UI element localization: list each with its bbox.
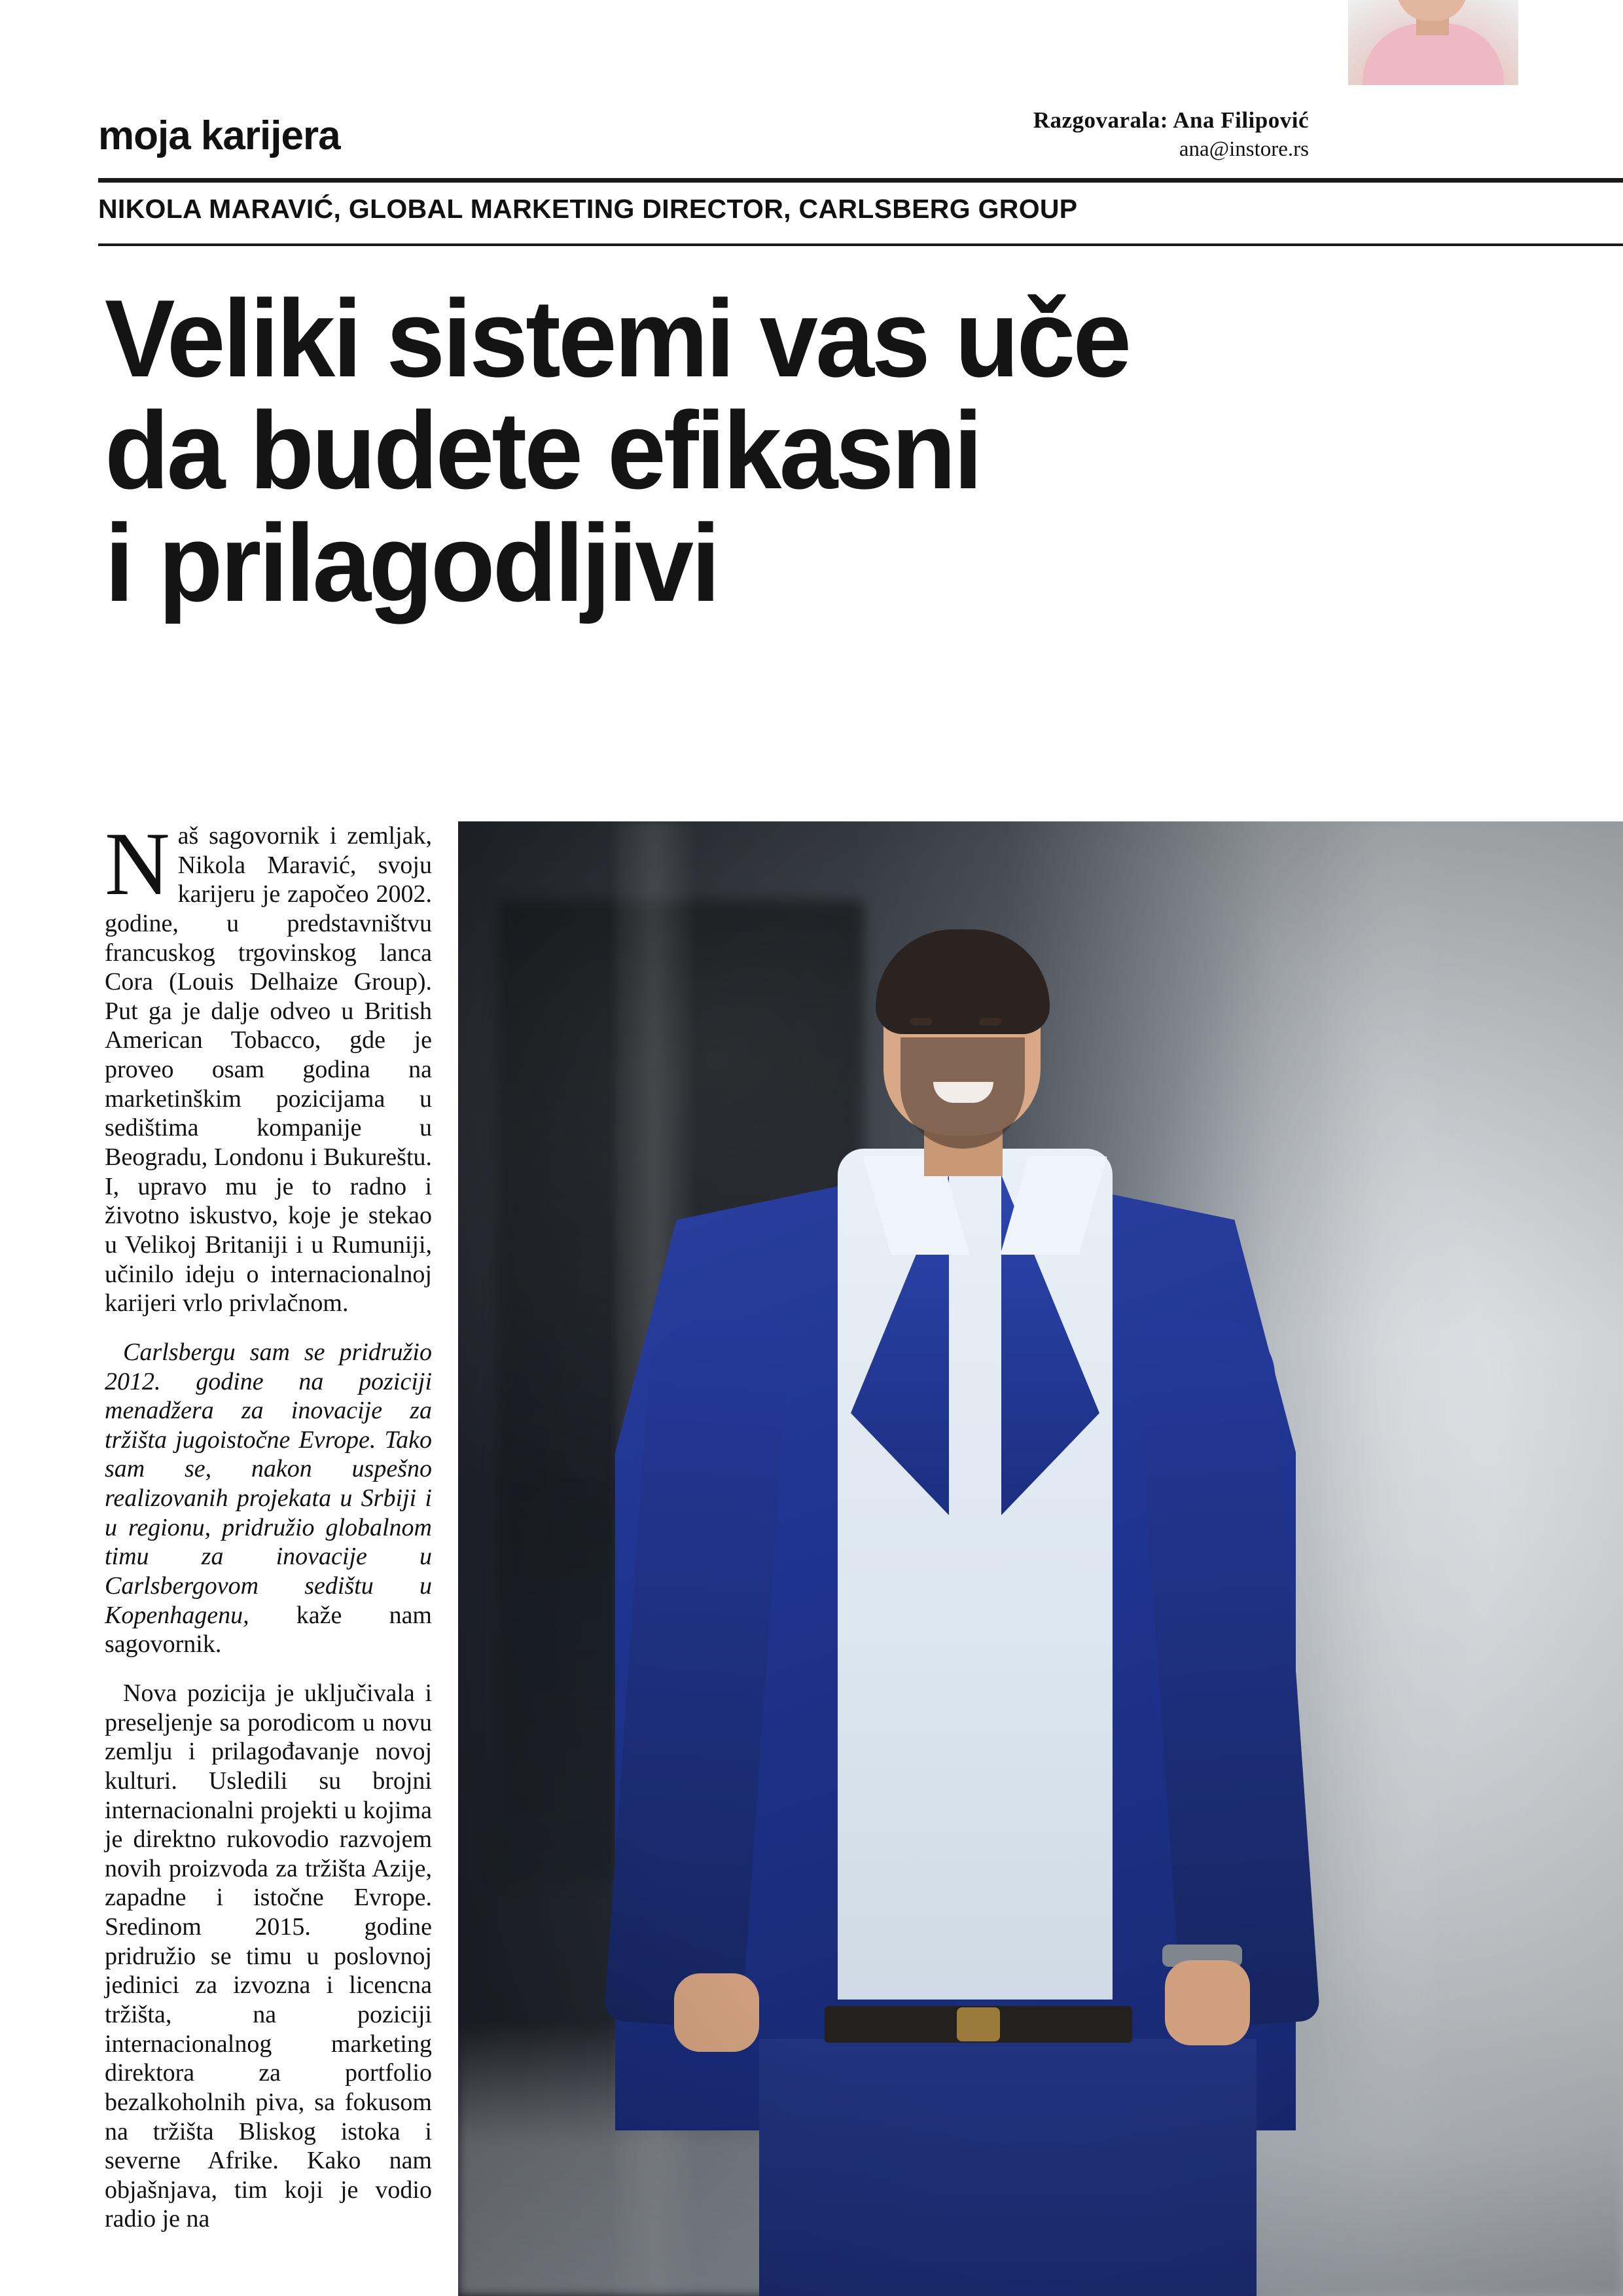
body-paragraph-1-text: aš sagovornik i zemljak, Nikola Maravić, svoju karijeru je započeo 2002. godine, u predstavništvu francuskog trgovinskog lanca Cora (Louis Delhaize Group). Put ga je dalje odveo u British American Tobacco, gde je proveo osam godina na marketinškim pozicijama u sedištima kompanije u Beogradu, Londonu i Bukureštu. I, upravo mu je to radno i životno iskustvo, koje je stekao u Velikoj Britaniji i u Rumuniji, učinilo ideju o internacionalnoj karijeri vrlo privlačnom. (105, 822, 432, 1318)
headline-line-2: da budete efikasni (105, 389, 980, 512)
header-divider-thick (98, 178, 1623, 183)
author-portrait (1348, 0, 1518, 85)
body-paragraph-2 (105, 1338, 432, 1659)
headline-line-1: Veliki sistemi vas uče (105, 277, 1130, 400)
byline (1033, 107, 1309, 162)
page-title (105, 277, 1506, 624)
interview-subject-photo (458, 821, 1623, 2296)
headline-line-3: i prilagodljivi (105, 501, 719, 624)
page-header (98, 98, 1623, 183)
byline-interviewer: Razgovarala: Ana Filipović (1033, 107, 1309, 133)
photo-vignette (458, 821, 1623, 2296)
body-pullquote: Carlsbergu sam se pridružio 2012. godine na poziciji menadžera za inovacije za tržišta jugoistočne Evrope. Tako sam se, nakon uspešno realizovanih projekata u Srbiji i u regionu, pridružio globalnom timu za inovacije u Carlsbergovom sedištu u Kopenhagenu, (105, 1338, 432, 1629)
body-paragraph-3: Nova pozicija je uključivala i preseljenje sa porodicom u novu zemlju i prilagođavanje novoj kulturi. Usledili su brojni internacionalni projekti u kojima je direktno rukovodio razvojem novih proizvoda za tržišta Azije, zapadne i istočne Evrope. Sredinom 2015. godine pridružio se timu u poslovnoj jedinici za izvozna i licencna tržišta, na poziciji internacionalnog marketing direktora za portfolio bezalkoholnih piva, sa fokusom na tržišta Bliskog istoka i severne Afrike. Kako nam objašnjava, tim koji je vodio radio je na (105, 1679, 432, 2233)
drop-cap: N (105, 814, 170, 914)
article-body-column (105, 814, 432, 2234)
body-pullquote-tail: kaže nam sagovornik. (105, 1601, 432, 1659)
article-subhead: NIKOLA MARAVIĆ, GLOBAL MARKETING DIRECTOR, CARLSBERG GROUP (98, 194, 1078, 224)
section-kicker: moja karijera (98, 113, 340, 158)
byline-email: ana@instore.rs (1179, 137, 1309, 161)
body-paragraph-1 (105, 814, 432, 1318)
header-divider-thin (98, 243, 1623, 246)
